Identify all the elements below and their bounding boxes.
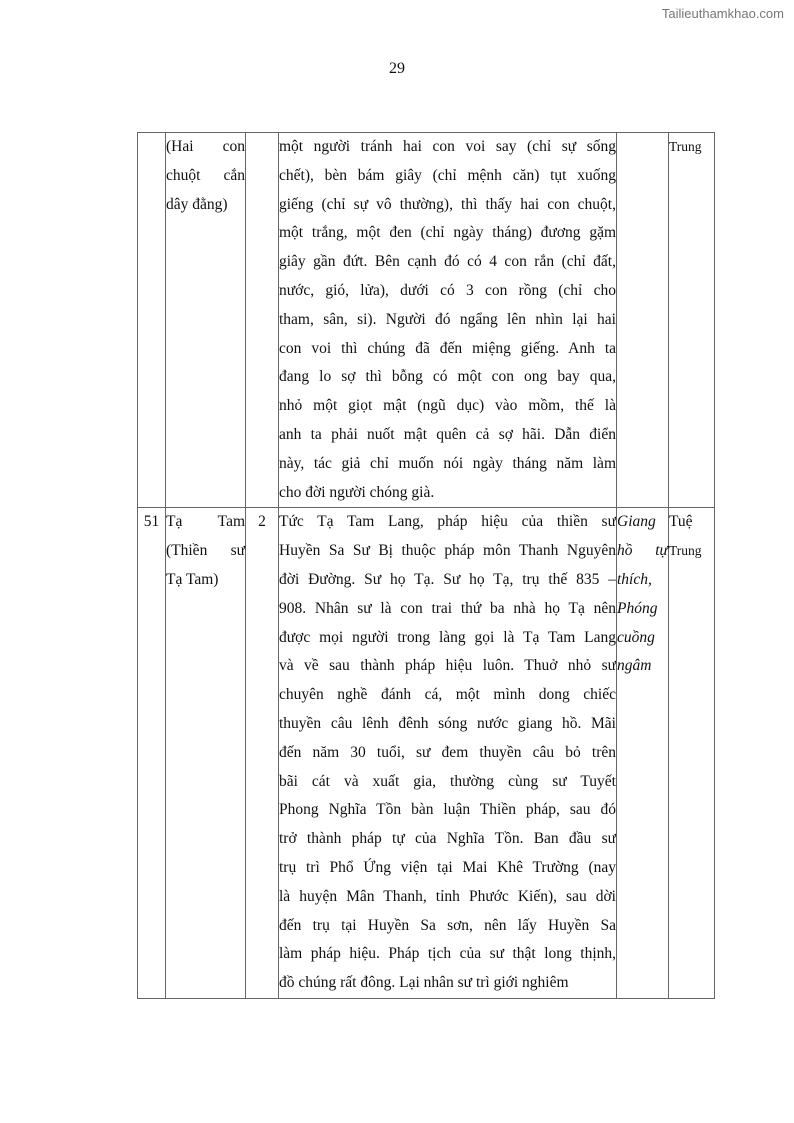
description-line: đến năm 30 tuổi, sư đem thuyền câu bỏ trên: [279, 743, 616, 761]
author-name-line: Tuệ: [669, 513, 693, 531]
description-line: đời Đường. Sư họ Tạ. Sư họ Tạ, trụ thế 835 –: [279, 570, 616, 588]
entry-number: 51: [143, 513, 160, 531]
occurrence-count-cell: [246, 508, 279, 999]
description-line: chết), bèn bám giây (chỉ mệnh căn) tụt xuống: [279, 166, 616, 184]
description-line: trụ trì Phổ Ứng viện tại Mai Khê Trường (nay: [279, 858, 616, 876]
description-line: là huyện Mân Thanh, tỉnh Phước Kiến), sau dời: [279, 887, 616, 905]
allusion-name-line: Tạ Tam: [166, 513, 245, 531]
occurrence-count-cell: [246, 133, 279, 508]
allusion-name-line: chuột cắn: [166, 166, 245, 184]
description-line: Tức Tạ Tam Lang, pháp hiệu của thiền sư: [279, 513, 616, 531]
description-line: giếng (chỉ sự vô thường), thì thấy hai con chuột,: [279, 195, 616, 213]
description-line: bãi cát và xuất gia, thường cùng sư Tuyết: [279, 772, 616, 790]
work-title-line: thích,: [617, 570, 652, 588]
description-line: một trắng, một đen (chỉ ngày tháng) đương gặm: [279, 224, 616, 242]
description-line: đang lo sợ thì bỗng có một con ong bay qua,: [279, 368, 616, 386]
description-line: con voi thì chúng đã đến miệng giếng. Anh ta: [279, 339, 616, 357]
occurrence-count: 2: [258, 513, 266, 531]
work-title-cell: [617, 508, 669, 999]
author-name-line: Trung: [669, 543, 702, 559]
allusion-name-line: (Hai con: [166, 138, 245, 155]
allusion-name-line: Tạ Tam): [166, 570, 219, 588]
allusion-name-line: dây đằng): [166, 195, 228, 213]
author-name: Trung: [669, 139, 702, 154]
work-title-line: Phóng: [617, 599, 658, 617]
description-line: cho đời người chóng già.: [279, 483, 435, 501]
work-title-line: cuồng: [617, 628, 655, 646]
description-line: thuyền câu lênh đênh sóng nước giang hồ. Mãi: [279, 714, 616, 732]
description-line: và về sau thành pháp hiệu luôn. Thuở nhỏ sư: [279, 657, 616, 675]
description-line: trở thành pháp tự của Nghĩa Tồn. Ban đầu sư: [279, 830, 616, 848]
description-line: đồ chúng rất đông. Lại nhân sư trì giới nghiêm: [279, 974, 569, 992]
description-line: chuyên nghề đánh cá, một mình dong chiếc: [279, 686, 616, 704]
description-cell: [279, 133, 617, 508]
description-line: làm pháp hiệu. Pháp tịch của sư thật long thịnh,: [279, 945, 616, 963]
author-cell: [669, 133, 715, 508]
description-line: một người tránh hai con voi say (chỉ sự sống: [279, 138, 616, 155]
entry-number-cell: [138, 133, 166, 508]
work-title-line: Giang: [617, 513, 656, 531]
description-line: được mọi người trong làng gọi là Tạ Tam Lang: [279, 628, 616, 646]
work-title-line: hồ tự: [617, 542, 668, 560]
description-line: này, tác giả chỉ muốn nói ngày tháng năm làm: [279, 454, 616, 472]
table-row: [138, 133, 715, 508]
description-line: tham, sân, si). Người đó ngẩng lên nhìn lại hai: [279, 310, 616, 328]
allusion-table: [137, 132, 715, 999]
page-number: 29: [389, 60, 405, 77]
description-line: Phong Nghĩa Tồn bàn luận Thiền pháp, sau đó: [279, 801, 616, 819]
description-line: 908. Nhân sư là con trai thứ ba nhà họ Tạ nên: [279, 599, 616, 617]
author-cell: [669, 508, 715, 999]
table-row: [138, 508, 715, 999]
work-title-cell: [617, 133, 669, 508]
allusion-name-cell: [166, 508, 246, 999]
description-line: nhỏ một giọt mật (ngũ dục) vào mồm, thế là: [279, 397, 616, 415]
description-line: Huyền Sa Sư Bị thuộc pháp môn Thanh Nguyên: [279, 542, 616, 560]
entry-number-cell: [138, 508, 166, 999]
work-title-line: ngâm: [617, 657, 652, 675]
allusion-name-line: (Thiền sư: [166, 542, 245, 560]
description-line: anh ta phải nuốt mật quên cả sợ hãi. Dẫn điển: [279, 425, 616, 443]
allusion-name-cell: [166, 133, 246, 508]
description-line: nước, gió, lửa), dưới có 3 con rồng (chỉ cho: [279, 281, 616, 299]
description-line: đến trụ tại Huyền Sa sơn, nên lấy Huyền Sa: [279, 916, 616, 934]
description-cell: [279, 508, 617, 999]
watermark: Tailieuthamkhao.com: [661, 6, 784, 21]
description-line: giây gần đứt. Bên cạnh đó có 4 con rắn (chỉ đất,: [279, 253, 616, 271]
